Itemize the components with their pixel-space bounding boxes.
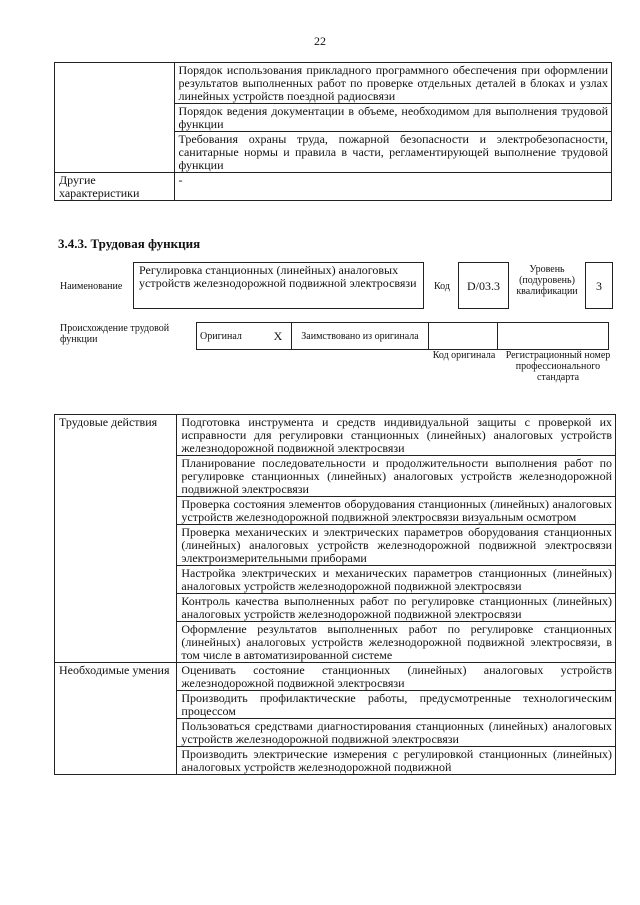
table-cell: Оценивать состояние станционных (линейных) аналоговых устройств железнодорожной подвижной электросвязи	[177, 663, 616, 691]
table-row	[55, 63, 612, 104]
table-cell: Контроль качества выполненных работ по регулировке станционных (линейных) аналоговых устройств железнодорожной подвижной электросвязи	[177, 594, 616, 622]
table-cell: Порядок использования прикладного программного обеспечения при оформлении результатов выполненных работ по проверке отдельных деталей в блоках и узлах линейных устройств поездной радиосвязи	[174, 63, 612, 104]
row-label-other-characteristics: Другие характеристики	[55, 173, 175, 201]
table-cell: -	[174, 173, 612, 201]
reg-number-caption: Регистрационный номер профессионального стандарта	[505, 350, 611, 383]
code-label: Код	[434, 281, 450, 292]
table-cell: Порядок ведения документации в объеме, необходимом для выполнения трудовой функции	[174, 104, 612, 132]
qualification-level-box: 3	[585, 262, 613, 309]
table-cell: Производить профилактические работы, предусмотренные технологическим процессом	[177, 691, 616, 719]
section-heading: 3.4.3. Трудовая функция	[58, 236, 201, 251]
code-original-cell	[429, 323, 498, 350]
reg-number-cell	[498, 323, 609, 350]
table-cell: Производить электрические измерения с регулировкой станционных (линейных) аналоговых устройств железнодорожной подвижной	[177, 747, 616, 775]
name-label: Наименование	[60, 281, 123, 292]
knowledge-table-continued	[54, 62, 612, 201]
row-label	[55, 63, 175, 173]
level-label: Уровень (подуровень) квалификации	[516, 264, 578, 297]
function-name-box: Регулировка станционных (линейных) аналоговых устройств железнодорожной подвижной электросвязи	[133, 262, 424, 309]
table-row	[55, 415, 616, 456]
table-row	[55, 663, 616, 691]
table-cell: Оформление результатов выполненных работ по регулировке станционных (линейных) аналоговых устройств железнодорожной подвижной электросвязи, в том числе в автоматизированной системе	[177, 622, 616, 663]
origin-label: Происхождение трудовой функции	[60, 323, 170, 345]
code-original-caption: Код оригинала	[432, 350, 496, 361]
table-cell: Проверка механических и электрических параметров оборудования станционных (линейных) аналоговых устройств железнодорожной подвижной электросвязи электроизмерительными приборами	[177, 525, 616, 566]
table-cell: Подготовка инструмента и средств индивидуальной защиты с проверкой их исправности для регулировки станционных (линейных) аналоговых устройств железнодорожной подвижной электросвязи	[177, 415, 616, 456]
origin-table	[196, 322, 609, 350]
table-cell: Пользоваться средствами диагностирования станционных (линейных) аналоговых устройств железнодорожной подвижной электросвязи	[177, 719, 616, 747]
original-label: Оригинал	[197, 323, 266, 350]
row-label-labor-actions: Трудовые действия	[55, 415, 177, 663]
row-label-required-skills: Необходимые умения	[55, 663, 177, 775]
table-cell: Настройка электрических и механических параметров станционных (линейных) аналоговых устройств железнодорожной подвижной электросвязи	[177, 566, 616, 594]
borrowed-label: Заимствовано из оригинала	[292, 323, 429, 350]
table-cell: Проверка состояния элементов оборудования станционных (линейных) аналоговых устройств железнодорожной подвижной электросвязи визуальным осмотром	[177, 497, 616, 525]
labor-function-table	[54, 414, 616, 775]
table-row	[197, 323, 609, 350]
function-code-box: D/03.3	[458, 262, 509, 309]
table-cell: Планирование последовательности и продолжительности выполнения работ по регулировке станционных (линейных) аналоговых устройств железнодорожной подвижной электросвязи	[177, 456, 616, 497]
table-cell: Требования охраны труда, пожарной безопасности и электробезопасности, санитарные нормы и правила в части, регламентирующей выполнение трудовой функции	[174, 132, 612, 173]
page-number: 22	[314, 34, 326, 48]
table-row	[55, 173, 612, 201]
original-mark: X	[265, 323, 292, 350]
